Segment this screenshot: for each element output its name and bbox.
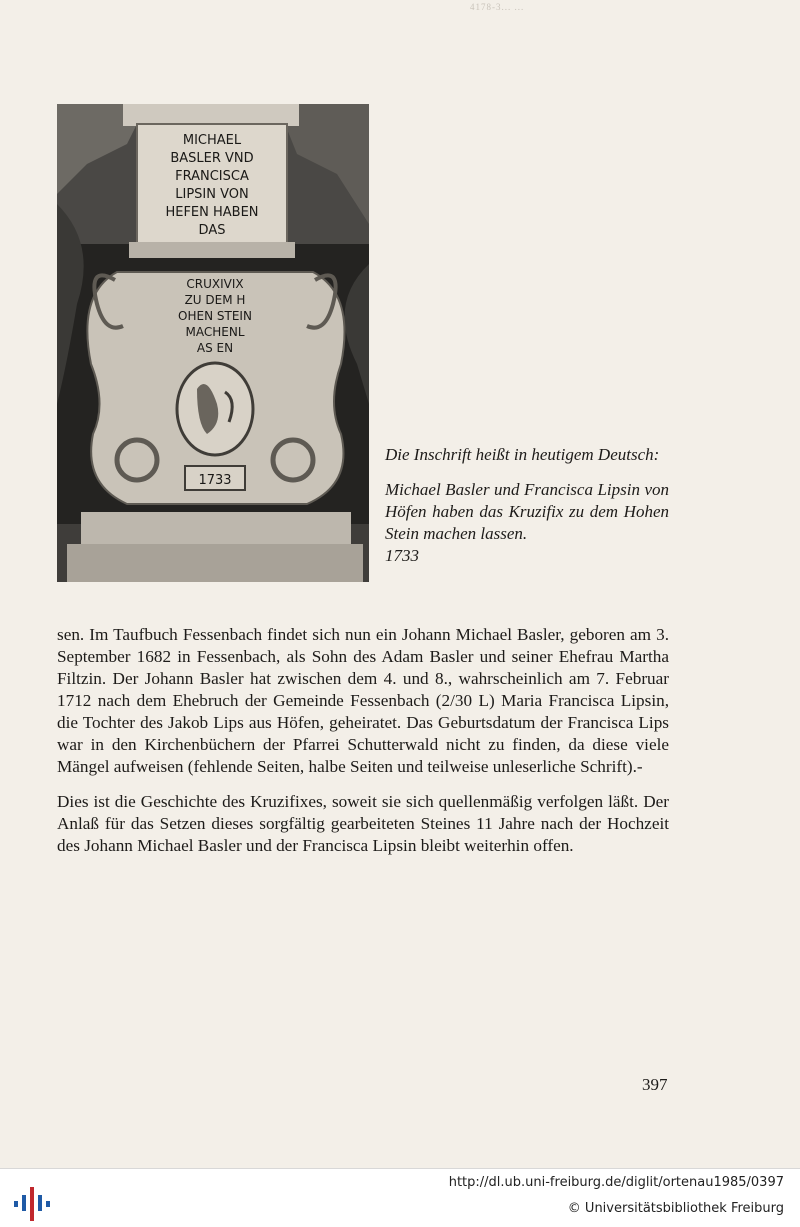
ub-freiburg-logo-icon: [12, 1181, 50, 1221]
body-text: [57, 624, 669, 870]
footer-url-link[interactable]: http://dl.ub.uni-freiburg.de/diglit/ortenau1985/0397: [448, 1175, 784, 1190]
stone-year: 1733: [198, 473, 232, 488]
stone-photo: [57, 104, 369, 582]
footer-copyright: © Universitätsbibliothek Freiburg: [567, 1201, 784, 1216]
page-number: 397: [642, 1075, 668, 1094]
caption-translation: Michael Basler und Francisca Lipsin von Höfen haben das Kruzifix zu dem Hohen Stein machen lassen.: [385, 480, 669, 543]
inscription-line: LIPSIN VON: [175, 187, 249, 202]
caption-heading: Die Inschrift heißt in heutigem Deutsch:: [385, 445, 660, 464]
inscription-line: ZU DEM H: [184, 293, 246, 307]
inscription-line: MICHAEL: [182, 133, 242, 148]
inscription-line: FRANCISCA: [175, 169, 249, 184]
inscription-line: OHEN STEIN: [178, 309, 252, 323]
inscription-line: HEFEN HABEN: [165, 205, 259, 220]
library-footer: [0, 1168, 800, 1227]
inscription-line: BASLER VND: [170, 151, 254, 166]
inscription-line: CRUXIVIX: [186, 277, 244, 291]
caption-year: 1733: [385, 546, 419, 565]
inscription-line: DAS: [198, 223, 226, 238]
inscription-line: MACHENL: [185, 325, 245, 339]
paragraph: Dies ist die Geschichte des Kruzifixes, soweit sie sich quellenmäßig verfolgen läßt. Der Anlaß für das Setzen dieses sorgfältig gearbeiteten Steines 11 Jahre nach der Hochzeit des Johann Michael Basler und der Francisca Lipsin bleibt weiterhin offen.: [57, 792, 669, 855]
photo-caption: [385, 444, 669, 567]
inscription-line: AS EN: [196, 341, 234, 355]
paragraph: sen. Im Taufbuch Fessenbach findet sich nun ein Johann Michael Basler, geboren am 3. September 1682 in Fessenbach, als Sohn des Adam Basler und seiner Ehefrau Martha Filtzin. Der Johann Basler hat zwischen dem 4. und 8., wahrscheinlich am 7. Februar 1712 nach dem Ehebruch der Gemeinde Fessenbach (2/30 L) Maria Francisca Lipsin, die Tochter des Jakob Lips aus Höfen, geheiratet. Das Geburtsdatum der Francisca Lips war in den Kirchenbüchern der Pfarrei Schutterwald nicht zu finden, da diese viele Mängel aufweisen (fehlende Seiten, halbe Seiten und teilweise unleserliche Schrift).-: [57, 625, 669, 776]
scan-mark: 4178-3... ...: [470, 2, 525, 12]
